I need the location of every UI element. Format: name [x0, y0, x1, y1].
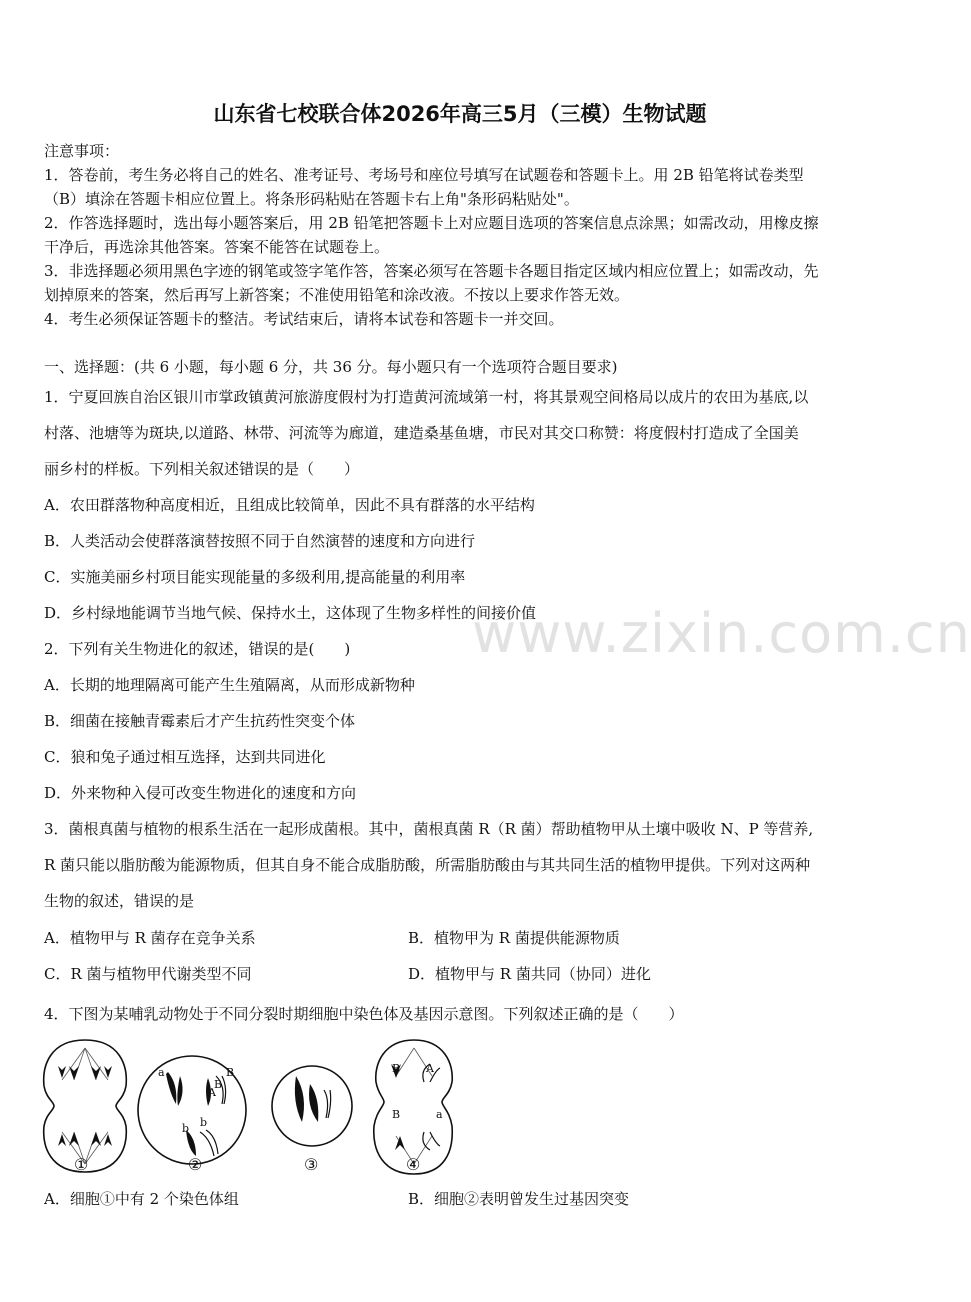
notice-line: 干净后，再选涂其他答案。答案不能答在试题卷上。: [44, 238, 390, 256]
gene-labels-4: [392, 1062, 443, 1121]
q1-stem: 村落、池塘等为斑块,以道路、林带、河流等为廊道，建造桑基鱼塘，市民对其交口称赞：将度假村打造成了全国美: [44, 424, 799, 442]
q2-option-b: B．细菌在接触青霉素后才产生抗药性突变个体: [44, 712, 356, 730]
figure-label-4: ④: [406, 1155, 421, 1174]
notice-line: （B）填涂在答题卡相应位置上。将条形码粘贴在答题卡右上角"条形码粘贴处"。: [44, 190, 579, 208]
q3-option-c: C．R 菌与植物甲代谢类型不同: [44, 965, 252, 983]
gene-letter: B: [226, 1066, 235, 1079]
q1-option-c: C．实施美丽乡村项目能实现能量的多级利用,提高能量的利用率: [44, 568, 466, 586]
figure-label-3: ③: [304, 1155, 319, 1174]
q1-stem: 1．宁夏回族自治区银川市掌政镇黄河旅游度假村为打造黄河流域第一村，将其景观空间格局以成片的农田为基底,以: [44, 388, 809, 406]
gene-letter: B: [392, 1108, 401, 1121]
gene-letter: A: [426, 1062, 434, 1075]
q3-option-a: A．植物甲与 R 菌存在竞争关系: [44, 929, 256, 947]
q1-option-a: A．农田群落物种高度相近，且组成比较简单，因此不具有群落的水平结构: [44, 496, 535, 514]
q3-stem: R 菌只能以脂肪酸为能源物质，但其自身不能合成脂肪酸，所需脂肪酸由与其共同生活的植物甲提供。下列对这两种: [44, 856, 811, 874]
gene-letter: b: [182, 1122, 190, 1135]
gene-letter: A: [208, 1086, 216, 1099]
page-title: 山东省七校联合体2026年高三5月（三模）生物试题: [213, 102, 707, 126]
notice-line: 划掉原来的答案，然后再写上新答案；不准使用铅笔和涂改液。不按以上要求作答无效。: [44, 286, 630, 304]
figure-label-1: ①: [74, 1155, 89, 1174]
q1-stem: 丽乡村的样板。下列相关叙述错误的是（ ）: [44, 460, 360, 478]
q1-option-d: D．乡村绿地能调节当地气候、保持水土，这体现了生物多样性的间接价值: [44, 604, 537, 622]
section-heading: 一、选择题：(共 6 小题，每小题 6 分，共 36 分。每小题只有一个选项符合题目要求): [44, 358, 618, 376]
q2-stem: 2．下列有关生物进化的叙述，错误的是( ): [44, 640, 351, 658]
q3-stem: 3．菌根真菌与植物的根系生活在一起形成菌根。其中，菌根真菌 R（R 菌）帮助植物甲从土壤中吸收 N、P 等营养,: [44, 820, 814, 838]
gene-letter: B: [214, 1078, 223, 1091]
q2-option-d: D．外来物种入侵可改变生物进化的速度和方向: [44, 784, 357, 802]
notice-line: 3．非选择题必须用黑色字迹的钢笔或签字笔作答，答案必须写在答题卡各题目指定区域内相应位置上；如需改动，先: [44, 262, 819, 280]
q3-option-b: B．植物甲为 R 菌提供能源物质: [408, 929, 620, 947]
gene-letter: a: [436, 1108, 443, 1121]
notice-line: 4．考生必须保证答题卡的整洁。考试结束后，请将本试卷和答题卡一并交回。: [44, 310, 564, 328]
q3-options-row-1: [44, 927, 884, 948]
gene-letter: b: [200, 1116, 208, 1129]
q4-options-row: [44, 1188, 884, 1209]
cell-4: [374, 1040, 452, 1174]
q4-stem: 4．下图为某哺乳动物处于不同分裂时期细胞中染色体及基因示意图。下列叙述正确的是（ ）: [44, 1005, 684, 1023]
q2-option-a: A．长期的地理隔离可能产生生殖隔离，从而形成新物种: [44, 676, 415, 694]
notice-line: 1．答卷前，考生务必将自己的姓名、准考证号、考场号和座位号填写在试题卷和答题卡上。用 2B 铅笔将试卷类型: [44, 166, 804, 184]
gene-letter: B: [392, 1062, 401, 1075]
q3-option-d: D．植物甲与 R 菌共同（协同）进化: [408, 965, 651, 983]
q3-stem: 生物的叙述，错误的是: [44, 892, 195, 910]
figure-label-2: ②: [188, 1155, 203, 1174]
cell-1: [44, 1040, 127, 1172]
notice-heading: 注意事项：: [44, 142, 120, 160]
notice-line: 2．作答选择题时，选出每小题答案后，用 2B 铅笔把答题卡上对应题目选项的答案信息点涂黑；如需改动，用橡皮擦: [44, 214, 819, 232]
q1-option-b: B．人类活动会使群落演替按照不同于自然演替的速度和方向进行: [44, 532, 476, 550]
q4-option-b: B．细胞②表明曾发生过基因突变: [408, 1190, 630, 1208]
cell-division-figure: [40, 1036, 443, 1180]
gene-letter: a: [158, 1066, 165, 1079]
cell-3: [272, 1066, 352, 1146]
q3-options-row-2: [44, 963, 884, 984]
watermark: www.zixin.com.cn: [472, 602, 971, 665]
q4-option-a: A．细胞①中有 2 个染色体组: [44, 1190, 239, 1208]
q2-option-c: C．狼和兔子通过相互选择，达到共同进化: [44, 748, 326, 766]
